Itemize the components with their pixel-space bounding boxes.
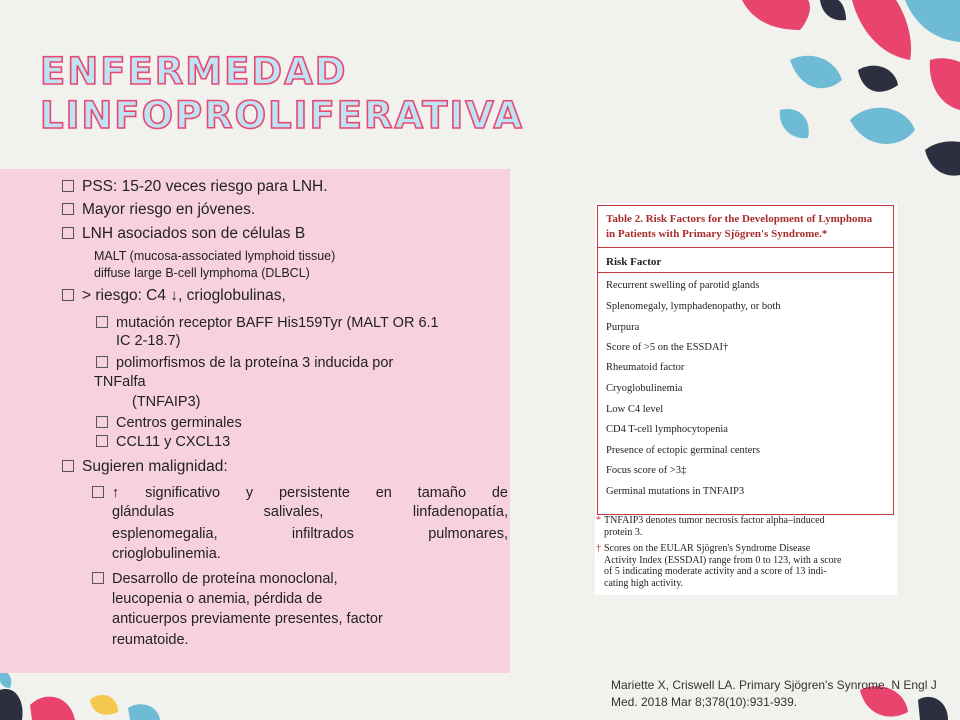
petal-navy bbox=[858, 66, 898, 92]
sub-bullet-text: leucopenia o anemia, pérdida de bbox=[112, 591, 323, 607]
slide-title-line2: LINFOPROLIFERATIVA bbox=[40, 94, 525, 137]
petal-blue bbox=[905, 0, 960, 42]
bullet-item: LNH asociados son de células B bbox=[62, 225, 305, 243]
sub-bullet-item: polimorfismos de la proteína 3 inducida por bbox=[96, 355, 393, 371]
table-caption bbox=[598, 206, 893, 248]
petal-navy bbox=[0, 689, 23, 720]
bullet-box-icon bbox=[92, 572, 104, 584]
petal-blue bbox=[790, 56, 842, 88]
bullet-item: Sugieren malignidad: bbox=[62, 458, 228, 476]
slide-title-line1: ENFERMEDAD bbox=[40, 50, 348, 93]
sub-bullet-item: ↑ significativo y persistente en tamaño de bbox=[92, 485, 508, 501]
table-row: Focus score of >3‡ bbox=[606, 465, 687, 476]
sub-bullet-text: glándulas salivales, linfadenopatía, bbox=[112, 504, 508, 520]
table-row: Rheumatoid factor bbox=[606, 362, 685, 373]
table-caption-line1: Table 2. Risk Factors for the Development of Lymphoma bbox=[606, 213, 873, 225]
bullet-box-icon bbox=[62, 460, 74, 472]
sub-bullet-text: crioglobulinemia. bbox=[112, 546, 221, 562]
petal-pink bbox=[930, 58, 960, 110]
table-divider bbox=[598, 272, 893, 273]
bullet-subtext: MALT (mucosa-associated lymphoid tissue) bbox=[94, 249, 336, 263]
petal-pink bbox=[742, 0, 810, 30]
table-row: Germinal mutations in TNFAIP3 bbox=[606, 486, 745, 497]
bullet-subtext: diffuse large B-cell lymphoma (DLBCL) bbox=[94, 266, 310, 280]
bullet-box-icon bbox=[92, 486, 104, 498]
bullet-box-icon bbox=[96, 435, 108, 447]
table-row: Recurrent swelling of parotid glands bbox=[606, 280, 760, 291]
table-row: Splenomegaly, lymphadenopathy, or both bbox=[606, 301, 781, 312]
petal-navy bbox=[820, 0, 846, 20]
table-row: CD4 T-cell lymphocytopenia bbox=[606, 424, 728, 435]
bullet-box-icon bbox=[96, 416, 108, 428]
sub-bullet-item: Desarrollo de proteína monoclonal, bbox=[92, 571, 338, 587]
petal-pink bbox=[852, 0, 911, 60]
slide-title bbox=[40, 50, 524, 138]
table-footnote: TNFAIP3 denotes tumor necrosis factor alpha–induced protein 3. bbox=[604, 515, 825, 538]
bullet-box-icon bbox=[96, 356, 108, 368]
bullet-item: Mayor riesgo en jóvenes. bbox=[62, 201, 255, 219]
footnote-marker: † bbox=[596, 543, 601, 554]
table-row: Presence of ectopic germinal centers bbox=[606, 445, 760, 456]
sub-bullet-text: reumatoide. bbox=[112, 632, 189, 648]
petal-blue bbox=[780, 109, 809, 138]
sub-bullet-text: esplenomegalia, infiltrados pulmonares, bbox=[112, 526, 508, 542]
sub-bullet-item: mutación receptor BAFF His159Tyr (MALT OR 6.1 bbox=[96, 315, 439, 331]
table-row: Low C4 level bbox=[606, 404, 664, 415]
petal-navy bbox=[925, 141, 960, 175]
bullet-box-icon bbox=[62, 203, 74, 215]
table-row: Purpura bbox=[606, 322, 640, 333]
petal-pink bbox=[30, 697, 75, 720]
table-row: Cryoglobulinemia bbox=[606, 383, 683, 394]
bullet-box-icon bbox=[96, 316, 108, 328]
risk-factor-table-figure bbox=[595, 203, 897, 595]
sub-bullet-text: TNFalfa bbox=[94, 374, 146, 390]
table-caption-line2: in Patients with Primary Sjögren's Syndrome.* bbox=[606, 228, 828, 240]
petal-blue bbox=[128, 704, 160, 720]
bullet-item: > riesgo: C4 ↓, crioglobulinas, bbox=[62, 287, 286, 305]
bullet-box-icon bbox=[62, 227, 74, 239]
table-footnote: Scores on the EULAR Sjögren's Syndrome Disease Activity Index (ESSDAI) range from 0 to 123, with a score of 5 indicating moderate activity and a score of 13 indi- cating high activity. bbox=[604, 543, 842, 589]
sub-bullet-text: (TNFAIP3) bbox=[132, 394, 201, 410]
reference-citation: Mariette X, Criswell LA. Primary Sjögren's Synrome. N Engl J Med. 2018 Mar 8;378(10):931-939. bbox=[611, 678, 937, 709]
petal-yellow bbox=[90, 695, 118, 715]
petal-blue bbox=[0, 672, 11, 688]
bullet-box-icon bbox=[62, 180, 74, 192]
footnote-marker: * bbox=[596, 515, 601, 526]
bullet-item: PSS: 15-20 veces riesgo para LNH. bbox=[62, 178, 328, 196]
risk-factor-table bbox=[597, 205, 894, 515]
sub-bullet-text: anticuerpos previamente presentes, factor bbox=[112, 611, 383, 627]
petal-blue bbox=[850, 108, 915, 144]
sub-bullet-text: IC 2-18.7) bbox=[116, 333, 181, 349]
sub-bullet-item: CCL11 y CXCL13 bbox=[96, 434, 230, 450]
table-column-header: Risk Factor bbox=[606, 256, 662, 268]
sub-bullet-item: Centros germinales bbox=[96, 415, 242, 431]
bullet-box-icon bbox=[62, 289, 74, 301]
table-row: Score of >5 on the ESSDAI† bbox=[606, 342, 729, 353]
